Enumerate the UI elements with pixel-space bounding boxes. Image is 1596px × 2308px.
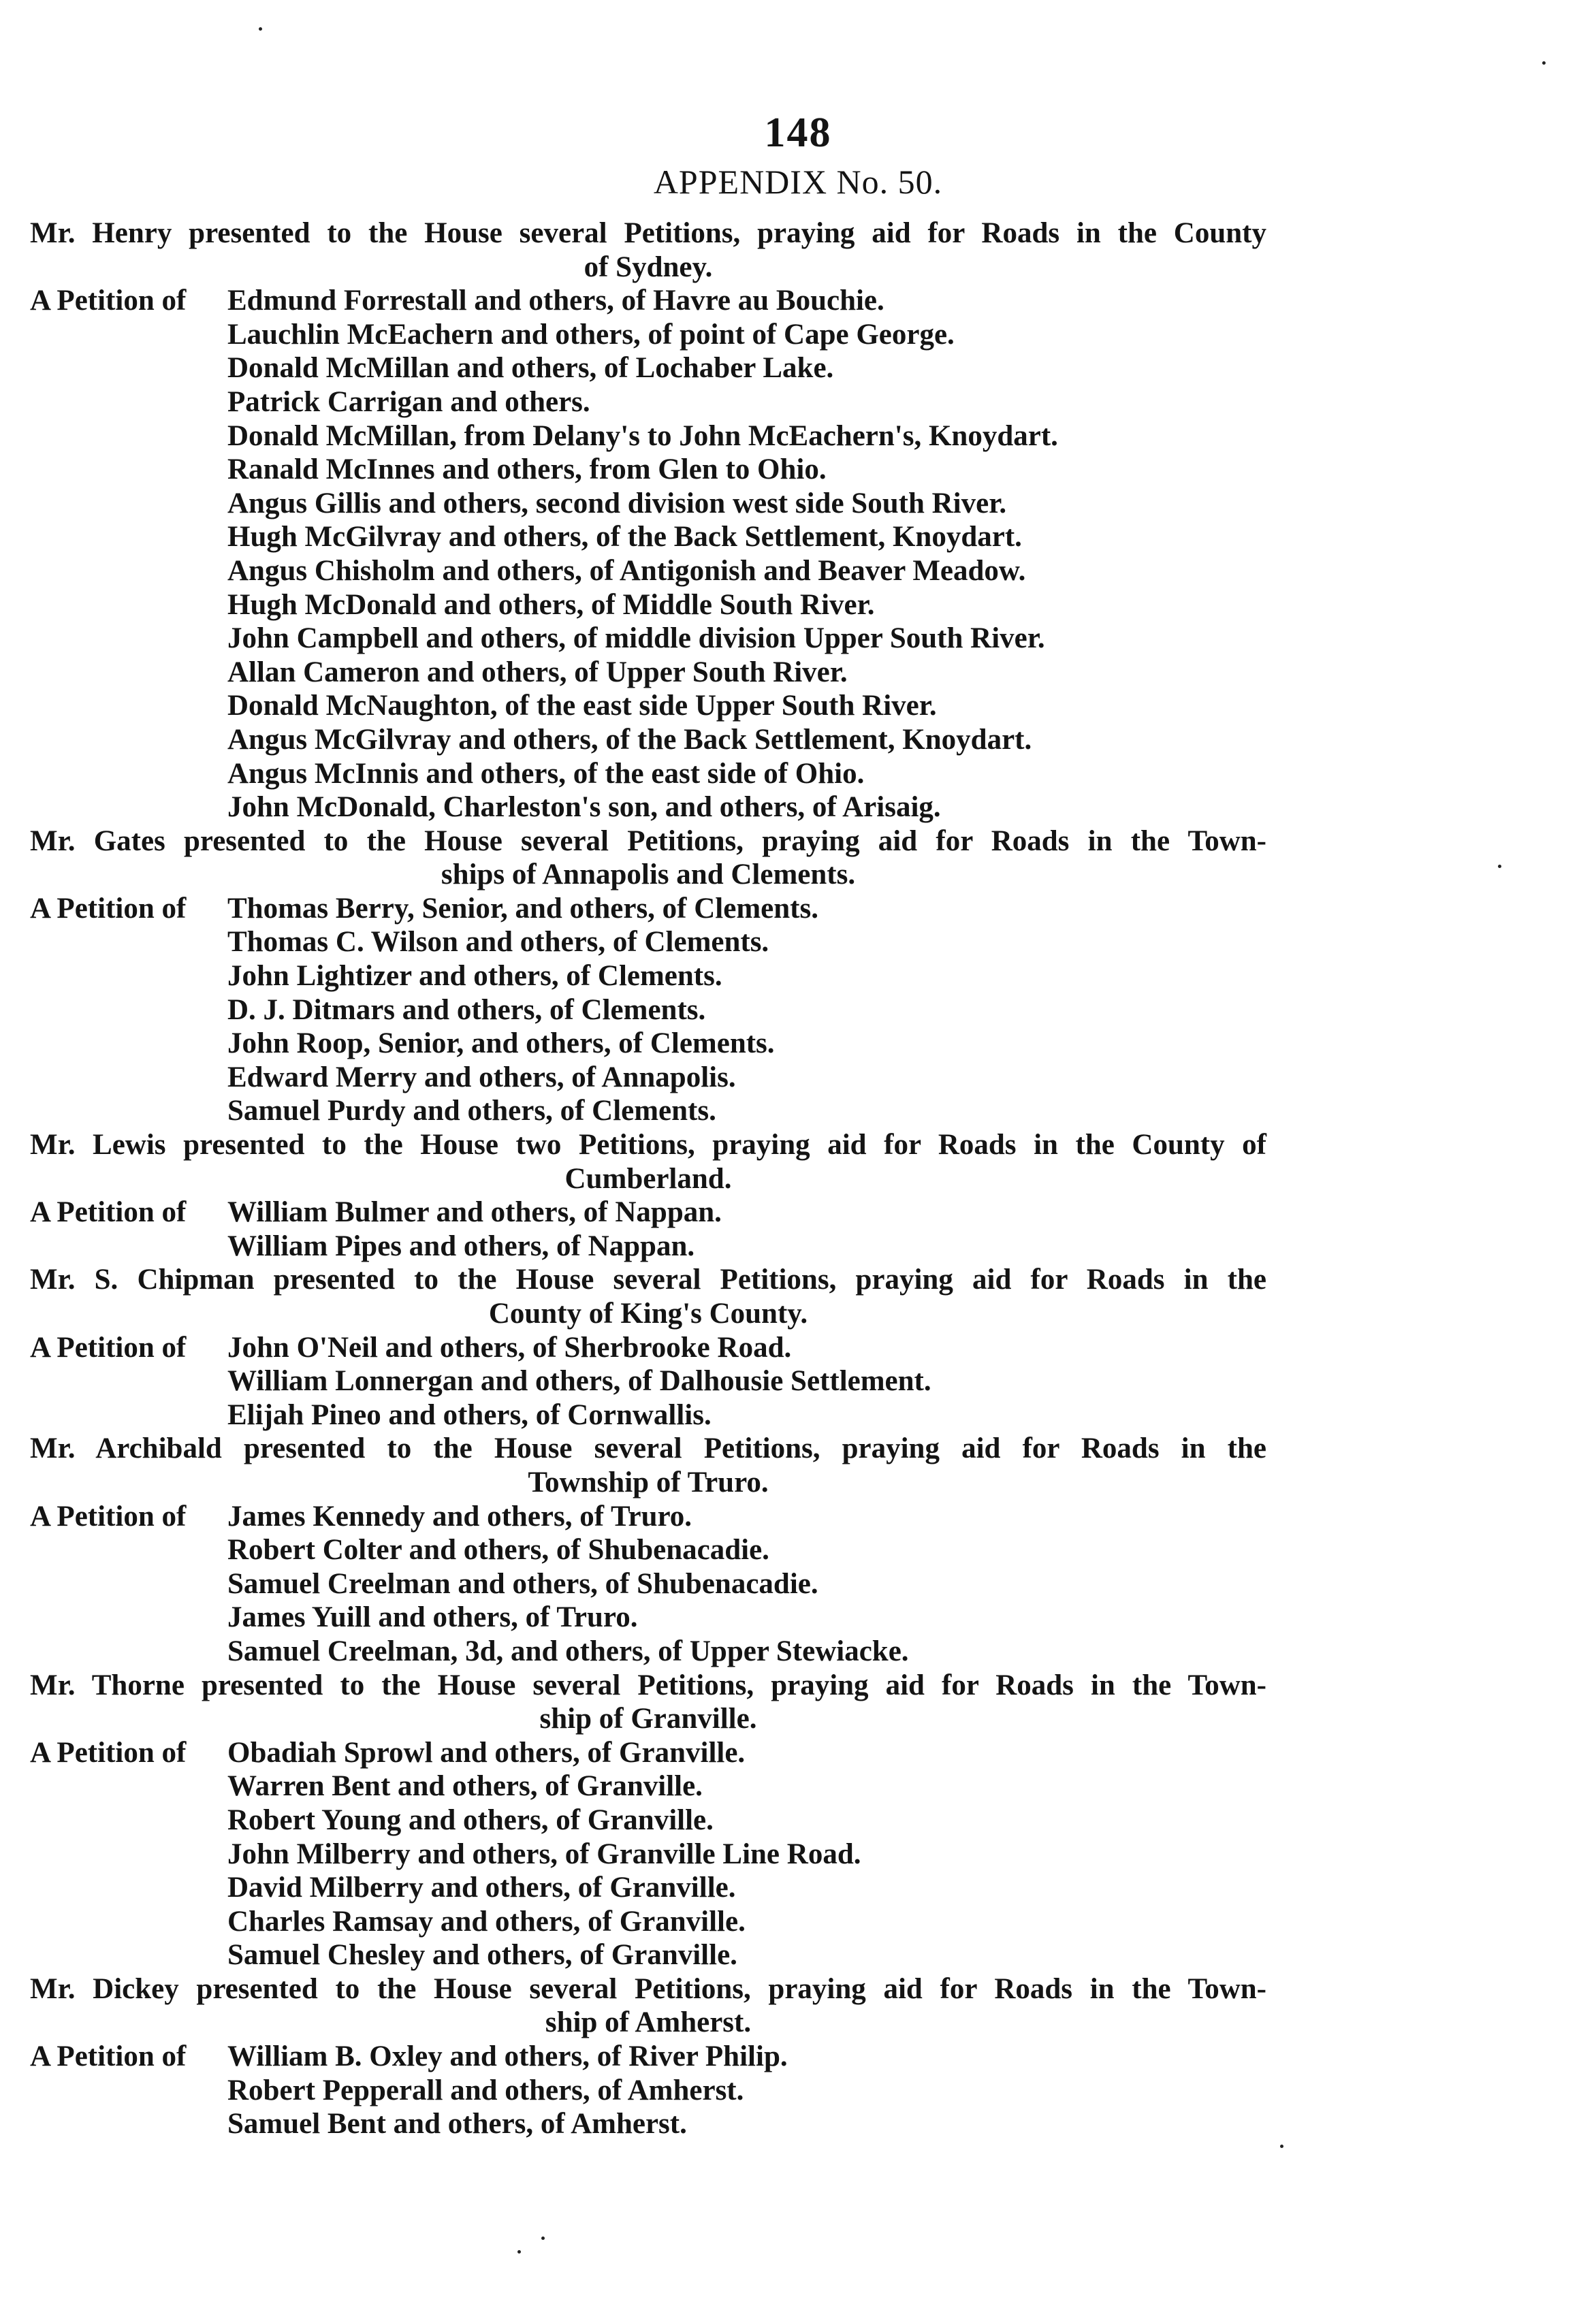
petition-entry: David Milberry and others, of Granville. — [227, 1872, 736, 1904]
section-intro: Mr. Henry presented to the House several Petitions, praying aid for Roads in the County — [30, 217, 1266, 249]
petition-entry: John Roop, Senior, and others, of Clements. — [227, 1027, 775, 1060]
petition-text: William B. Oxley and others, of River Philip. — [227, 2040, 788, 2073]
petition-section — [30, 1263, 1266, 1432]
petition-section — [30, 1128, 1266, 1263]
petition-entry: Charles Ramsay and others, of Granville. — [227, 1905, 746, 1938]
petition-entry: John Campbell and others, of middle division Upper South River. — [227, 622, 1045, 655]
petition-entry: Samuel Creelman, 3d, and others, of Upper Stewiacke. — [227, 1635, 909, 1667]
petition-lead: A Petition of — [30, 2040, 187, 2073]
petition-entry: D. J. Ditmars and others, of Clements. — [227, 993, 706, 1026]
petition-entry: Hugh McDonald and others, of Middle South River. — [227, 588, 875, 621]
section-intro-continuation: County of King's County. — [488, 1298, 808, 1330]
petition-text: John O'Neil and others, of Sherbrooke Road. — [227, 1331, 792, 1364]
print-speck — [1498, 865, 1501, 868]
petition-text: Obadiah Sprowl and others, of Granville. — [227, 1736, 746, 1769]
petition-entry — [30, 1736, 1266, 1770]
petition-entry: Patrick Carrigan and others. — [227, 385, 590, 418]
page-number: 148 — [764, 110, 832, 156]
section-intro: Mr. Dickey presented to the House several Petitions, praying aid for Roads in the Town- — [30, 1972, 1266, 2005]
petition-entry: Hugh McGilvray and others, of the Back Settlement, Knoydart. — [227, 521, 1022, 554]
petition-lead: A Petition of — [30, 892, 187, 925]
petition-entry: Samuel Chesley and others, of Granville. — [227, 1939, 737, 1972]
petition-section — [30, 217, 1266, 824]
print-speck — [259, 27, 262, 31]
print-speck — [1542, 61, 1546, 65]
section-intro: Mr. Lewis presented to the House two Petitions, praying aid for Roads in the County of — [30, 1129, 1266, 1161]
petition-entry: Elijah Pineo and others, of Cornwallis. — [227, 1398, 712, 1431]
petition-entry: Robert Pepperall and others, of Amherst. — [227, 2074, 744, 2106]
petition-entry: Donald McMillan, from Delany's to John McEachern's, Knoydart. — [227, 419, 1058, 452]
petition-entry: William Lonnergan and others, of Dalhousie Settlement. — [227, 1365, 931, 1398]
print-speck — [517, 2250, 521, 2254]
petition-entry: John Milberry and others, of Granville Line Road. — [227, 1838, 861, 1870]
appendix-body — [30, 217, 1266, 2141]
petition-lead: A Petition of — [30, 1500, 187, 1533]
petition-lead: A Petition of — [30, 1331, 187, 1364]
petition-entry: Angus Gillis and others, second division west side South River. — [227, 487, 1007, 519]
petition-entry — [30, 892, 1266, 926]
petition-entry: John Lightizer and others, of Clements. — [227, 960, 722, 993]
petition-lead: A Petition of — [30, 1196, 187, 1229]
petition-section — [30, 1432, 1266, 1668]
petition-entry: Allan Cameron and others, of Upper South River. — [227, 656, 848, 688]
petition-text: Thomas Berry, Senior, and others, of Clements. — [227, 892, 818, 925]
petition-entry: William Pipes and others, of Nappan. — [227, 1230, 695, 1262]
print-speck — [1280, 2145, 1283, 2148]
section-intro: Mr. Archibald presented to the House several Petitions, praying aid for Roads in the — [30, 1432, 1266, 1465]
petition-lead: A Petition of — [30, 1736, 187, 1769]
petition-entry: Angus McGilvray and others, of the Back Settlement, Knoydart. — [227, 723, 1032, 756]
petition-entry: Edward Merry and others, of Annapolis. — [227, 1061, 736, 1093]
petition-lead: A Petition of — [30, 285, 187, 317]
petition-entry — [30, 1196, 1266, 1230]
petition-entry: Lauchlin McEachern and others, of point of Cape George. — [227, 318, 955, 351]
section-intro-continuation: Township of Truro. — [528, 1466, 769, 1498]
petition-entry: Donald McMillan and others, of Lochaber Lake. — [227, 352, 834, 385]
petition-text: Edmund Forrestall and others, of Havre au Bouchie. — [227, 285, 884, 317]
section-intro: Mr. S. Chipman presented to the House several Petitions, praying aid for Roads in the — [30, 1264, 1266, 1296]
petition-entry: Samuel Creelman and others, of Shubenacadie. — [227, 1567, 818, 1600]
petition-entry: Ranald McInnes and others, from Glen to Ohio. — [227, 453, 827, 486]
print-speck — [541, 2237, 545, 2240]
petition-entry: Donald McNaughton, of the east side Upper South River. — [227, 690, 937, 722]
petition-entry — [30, 1500, 1266, 1534]
petition-text: William Bulmer and others, of Nappan. — [227, 1196, 722, 1229]
petition-entry: Angus Chisholm and others, of Antigonish and Beaver Meadow. — [227, 554, 1026, 587]
section-intro-continuation: of Sydney. — [584, 251, 713, 283]
petition-entry — [30, 2040, 1266, 2074]
petition-entry: James Yuill and others, of Truro. — [227, 1601, 638, 1634]
section-intro-continuation: ship of Amherst. — [545, 2006, 752, 2039]
section-intro-continuation: ship of Granville. — [539, 1703, 757, 1735]
petition-entry: Thomas C. Wilson and others, of Clements. — [227, 926, 769, 959]
appendix-title: APPENDIX No. 50. — [653, 163, 943, 201]
petition-entry: Warren Bent and others, of Granville. — [227, 1770, 703, 1803]
petition-entry: Samuel Bent and others, of Amherst. — [227, 2108, 687, 2141]
petition-entry: Robert Young and others, of Granville. — [227, 1804, 714, 1836]
petition-section — [30, 1972, 1266, 2141]
petition-section — [30, 824, 1266, 1128]
petition-entry: Samuel Purdy and others, of Clements. — [227, 1095, 716, 1127]
petition-entry: Robert Colter and others, of Shubenacadie. — [227, 1534, 769, 1567]
section-intro-continuation: ships of Annapolis and Clements. — [441, 859, 856, 891]
petition-entry — [30, 1331, 1266, 1365]
section-intro-continuation: Cumberland. — [564, 1162, 732, 1195]
petition-entry: Angus McInnis and others, of the east side of Ohio. — [227, 757, 865, 790]
section-intro: Mr. Gates presented to the House several Petitions, praying aid for Roads in the Town- — [30, 824, 1266, 857]
petition-text: James Kennedy and others, of Truro. — [227, 1500, 692, 1533]
section-intro: Mr. Thorne presented to the House several Petitions, praying aid for Roads in the Town- — [30, 1669, 1266, 1701]
petition-entry: John McDonald, Charleston's son, and others, of Arisaig. — [227, 791, 941, 824]
petition-section — [30, 1669, 1266, 1972]
petition-entry — [30, 284, 1266, 318]
